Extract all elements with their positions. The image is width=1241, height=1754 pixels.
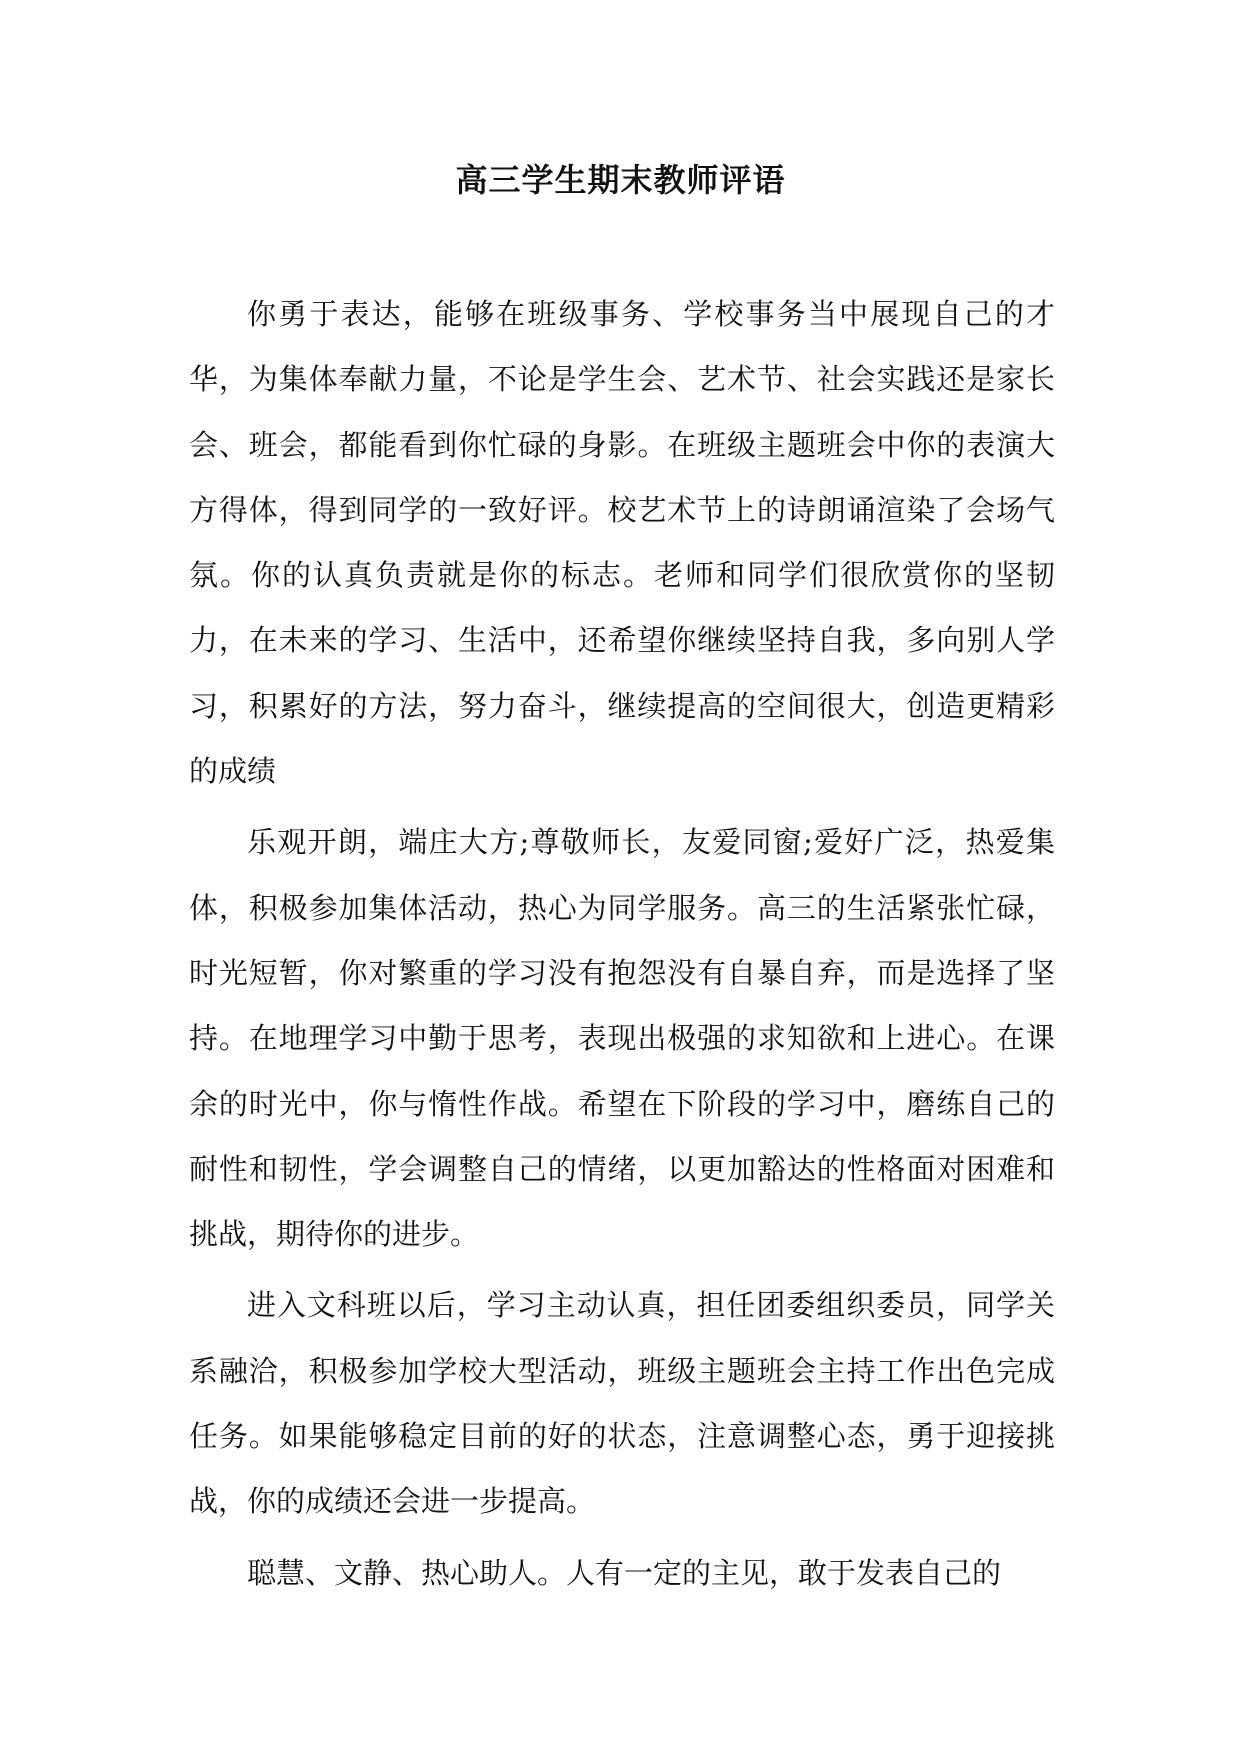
document-body [189,282,1055,1612]
paragraph-3: 进入文科班以后，学习主动认真，担任团委组织委员，同学关系融洽，积极参加学校大型活动，班级主题班会主持工作出色完成任务。如果能够稳定目前的好的状态，注意调整心态，勇于迎接挑战，你的成绩还会进一步提高。 [189,1288,1055,1519]
paragraph-2: 乐观开朗，端庄大方;尊敬师长，友爱同窗;爱好广泛，热爱集体，积极参加集体活动，热心为同学服务。高三的生活紧张忙碌，时光短暂，你对繁重的学习没有抱怨没有自暴自弃，而是选择了坚持。在地理学习中勤于思考，表现出极强的求知欲和上进心。在课余的时光中，你与惰性作战。希望在下阶段的学习中，磨练自己的耐性和韧性，学会调整自己的情绪，以更加豁达的性格面对困难和挑战，期待你的进步。 [189,825,1055,1252]
document-title: 高三学生期末教师评语 [455,161,786,199]
paragraph-1: 你勇于表达，能够在班级事务、学校事务当中展现自己的才华，为集体奉献力量，不论是学生会、艺术节、社会实践还是家长会、班会，都能看到你忙碌的身影。在班级主题班会中你的表演大方得体，得到同学的一致好评。校艺术节上的诗朗诵渲染了会场气氛。你的认真负责就是你的标志。老师和同学们很欣赏你的坚韧力，在未来的学习、生活中，还希望你继续坚持自我，多向别人学习，积累好的方法，努力奋斗，继续提高的空间很大，创造更精彩的成绩 [189,297,1055,789]
paragraph-4: 聪慧、文静、热心助人。人有一定的主见，敢于发表自己的 [247,1555,1002,1590]
